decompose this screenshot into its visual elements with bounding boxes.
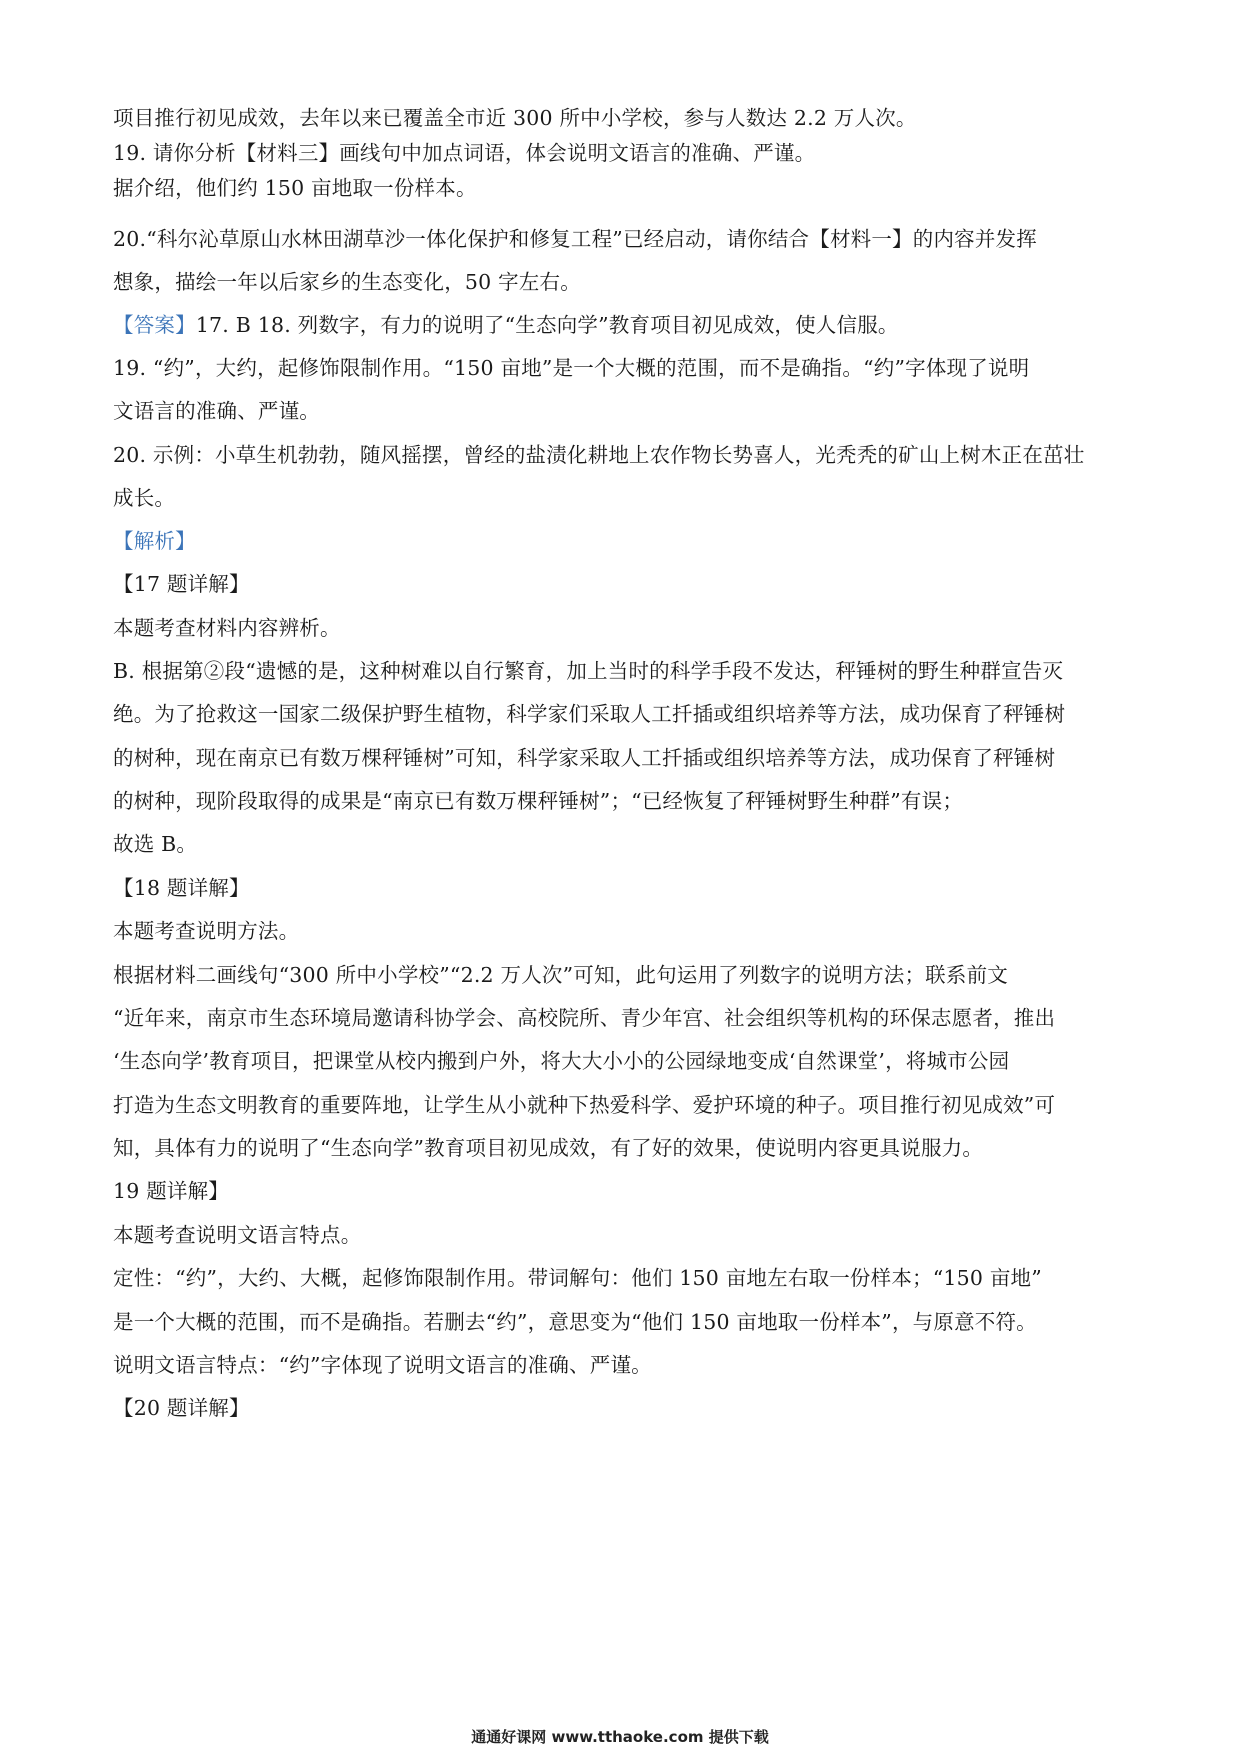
answer-text: 17. B 18. 列数字，有力的说明了“生态向学”教育项目初见成效，使人信服。 bbox=[195, 313, 899, 337]
section-heading: 【18 题详解】 bbox=[113, 876, 250, 900]
text-line: 是一个大概的范围，而不是确指。若删去“约”，意思变为“他们 150 亩地取一份样本”，与原意不符。 bbox=[113, 1310, 1037, 1334]
text-line: 的树种，现在南京已有数万棵秤锤树”可知，科学家采取人工扦插或组织培养等方法，成功保育了秤锤树 bbox=[113, 746, 1056, 770]
text-line: ‘生态向学’教育项目，把课堂从校内搬到户外，将大大小小的公园绿地变成‘自然课堂’，将城市公园 bbox=[113, 1049, 1010, 1073]
text-line: 根据材料二画线句“300 所中小学校”“2.2 万人次”可知，此句运用了列数字的说明方法；联系前文 bbox=[113, 963, 1008, 987]
analysis-heading: 【解析】 bbox=[113, 529, 196, 553]
section-heading: 【17 题详解】 bbox=[113, 572, 250, 596]
text-line: 定性：“约”，大约、大概，起修饰限制作用。带词解句：他们 150 亩地左右取一份样本；“150 亩地” bbox=[113, 1266, 1042, 1290]
text-line: 本题考查说明文语言特点。 bbox=[113, 1223, 362, 1247]
answer-label: 【答案】 bbox=[113, 313, 196, 337]
text-line: 打造为生态文明教育的重要阵地，让学生从小就种下热爱科学、爱护环境的种子。项目推行初见成效”可 bbox=[113, 1093, 1056, 1117]
text-line: “近年来，南京市生态环境局邀请科协学会、高校院所、青少年宫、社会组织等机构的环保志愿者，推出 bbox=[113, 1006, 1056, 1030]
text-line: 知，具体有力的说明了“生态向学”教育项目初见成效，有了好的效果，使说明内容更具说服力。 bbox=[113, 1136, 984, 1160]
text-line: 的树种，现阶段取得的成果是“南京已有数万棵秤锤树”；“已经恢复了秤锤树野生种群”有误； bbox=[113, 789, 964, 813]
text-line: 据介绍，他们约 150 亩地取一份样本。 bbox=[113, 176, 477, 200]
question-19: 19. 请你分析【材料三】画线句中加点词语，体会说明文语言的准确、严谨。 bbox=[113, 141, 816, 165]
text-line: 本题考查材料内容辨析。 bbox=[113, 616, 341, 640]
text-line: 项目推行初见成效，去年以来已覆盖全市近 300 所中小学校，参与人数达 2.2 万人次。 bbox=[113, 106, 917, 130]
text-line: 本题考查说明方法。 bbox=[113, 919, 300, 943]
text-line: 文语言的准确、严谨。 bbox=[113, 399, 320, 423]
section-heading: 19 题详解】 bbox=[113, 1179, 230, 1203]
question-20: 20.“科尔沁草原山水林田湖草沙一体化保护和修复工程”已经启动，请你结合【材料一】的内容并发挥 bbox=[113, 227, 1037, 251]
text-line: 说明文语言特点：“约”字体现了说明文语言的准确、严谨。 bbox=[113, 1353, 652, 1377]
text-line: 20. 示例：小草生机勃勃，随风摇摆，曾经的盐渍化耕地上农作物长势喜人，光秃秃的矿山上树木正在茁壮 bbox=[113, 443, 1085, 467]
section-heading: 【20 题详解】 bbox=[113, 1396, 250, 1420]
text-line: B. 根据第②段“遗憾的是，这种树难以自行繁育，加上当时的科学手段不发达，秤锤树的野生种群宣告灭 bbox=[113, 659, 1064, 683]
text-line: 想象，描绘一年以后家乡的生态变化，50 字左右。 bbox=[113, 270, 581, 294]
text-line: 成长。 bbox=[113, 486, 176, 510]
footer-watermark: 通通好课网 www.tthaoke.com 提供下载 bbox=[471, 1728, 769, 1746]
text-line: 19. “约”，大约，起修饰限制作用。“150 亩地”是一个大概的范围，而不是确指。“约”字体现了说明 bbox=[113, 356, 1030, 380]
text-line: 绝。为了抢救这一国家二级保护野生植物，科学家们采取人工扦插或组织培养等方法，成功保育了秤锤树 bbox=[113, 702, 1066, 726]
text-line: 故选 B。 bbox=[113, 832, 198, 856]
answer-line bbox=[113, 311, 1133, 339]
